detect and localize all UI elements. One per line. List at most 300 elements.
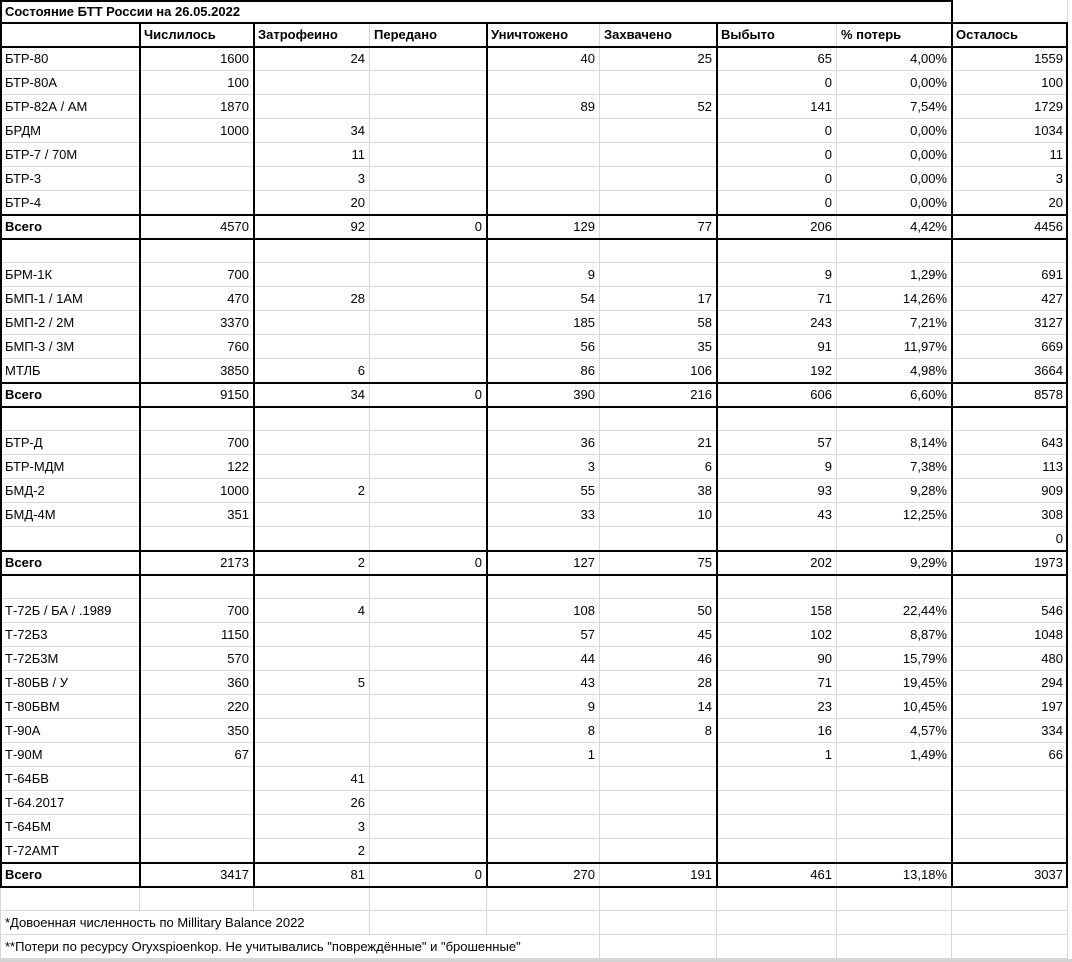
value-cell[interactable]: 81 <box>254 863 370 887</box>
empty-cell[interactable] <box>0 887 140 911</box>
row-label-cell[interactable]: Т-72Б3 <box>0 623 140 647</box>
value-cell[interactable]: 0,00% <box>837 119 952 143</box>
row-label-cell[interactable]: БТР-7 / 70М <box>0 143 140 167</box>
value-cell[interactable]: 0 <box>370 215 487 239</box>
row-label-cell[interactable]: БТР-3 <box>0 167 140 191</box>
total-label-cell[interactable]: Всего <box>0 383 140 407</box>
empty-cell[interactable] <box>140 239 254 263</box>
value-cell[interactable]: 58 <box>600 311 717 335</box>
empty-cell[interactable] <box>487 911 600 935</box>
value-cell[interactable]: 129 <box>487 215 600 239</box>
value-cell[interactable]: 3 <box>254 815 370 839</box>
value-cell[interactable]: 9150 <box>140 383 254 407</box>
value-cell[interactable]: 191 <box>600 863 717 887</box>
value-cell[interactable]: 66 <box>952 743 1068 767</box>
value-cell[interactable] <box>837 839 952 863</box>
empty-cell[interactable] <box>952 887 1068 911</box>
row-label-cell[interactable]: Т-72Б / БА / .1989 <box>0 599 140 623</box>
value-cell[interactable] <box>254 311 370 335</box>
value-cell[interactable]: 34 <box>254 119 370 143</box>
row-label-cell[interactable]: МТЛБ <box>0 359 140 383</box>
value-cell[interactable]: 3370 <box>140 311 254 335</box>
empty-cell[interactable] <box>370 887 487 911</box>
value-cell[interactable]: 20 <box>952 191 1068 215</box>
value-cell[interactable]: 86 <box>487 359 600 383</box>
value-cell[interactable]: 1870 <box>140 95 254 119</box>
value-cell[interactable] <box>600 119 717 143</box>
value-cell[interactable]: 3 <box>487 455 600 479</box>
value-cell[interactable]: 461 <box>717 863 837 887</box>
value-cell[interactable]: 46 <box>600 647 717 671</box>
value-cell[interactable]: 8,87% <box>837 623 952 647</box>
value-cell[interactable] <box>837 767 952 791</box>
empty-cell[interactable] <box>600 407 717 431</box>
value-cell[interactable]: 192 <box>717 359 837 383</box>
value-cell[interactable] <box>600 767 717 791</box>
value-cell[interactable] <box>487 767 600 791</box>
row-label-cell[interactable]: Т-64.2017 <box>0 791 140 815</box>
value-cell[interactable]: 480 <box>952 647 1068 671</box>
value-cell[interactable]: 122 <box>140 455 254 479</box>
value-cell[interactable] <box>370 767 487 791</box>
value-cell[interactable]: 16 <box>717 719 837 743</box>
value-cell[interactable]: 15,79% <box>837 647 952 671</box>
empty-cell[interactable] <box>952 935 1068 959</box>
value-cell[interactable]: 669 <box>952 335 1068 359</box>
value-cell[interactable]: 4 <box>254 599 370 623</box>
header-cell[interactable]: Затрофеино <box>254 23 370 47</box>
value-cell[interactable]: 197 <box>952 695 1068 719</box>
value-cell[interactable]: 0,00% <box>837 191 952 215</box>
value-cell[interactable]: 270 <box>487 863 600 887</box>
value-cell[interactable] <box>717 767 837 791</box>
value-cell[interactable] <box>140 815 254 839</box>
value-cell[interactable]: 43 <box>717 503 837 527</box>
value-cell[interactable]: 75 <box>600 551 717 575</box>
value-cell[interactable] <box>487 143 600 167</box>
empty-cell[interactable] <box>140 575 254 599</box>
row-label-cell[interactable]: БМД-2 <box>0 479 140 503</box>
value-cell[interactable]: 3850 <box>140 359 254 383</box>
row-label-cell[interactable]: Т-90М <box>0 743 140 767</box>
value-cell[interactable]: 34 <box>254 383 370 407</box>
value-cell[interactable]: 1973 <box>952 551 1068 575</box>
empty-cell[interactable] <box>254 407 370 431</box>
value-cell[interactable]: 350 <box>140 719 254 743</box>
empty-cell[interactable] <box>600 887 717 911</box>
value-cell[interactable]: 100 <box>952 71 1068 95</box>
empty-cell[interactable] <box>600 911 717 935</box>
empty-cell[interactable] <box>952 911 1068 935</box>
value-cell[interactable]: 158 <box>717 599 837 623</box>
value-cell[interactable]: 8 <box>600 719 717 743</box>
value-cell[interactable]: 11 <box>254 143 370 167</box>
empty-cell[interactable] <box>487 575 600 599</box>
value-cell[interactable]: 36 <box>487 431 600 455</box>
value-cell[interactable]: 546 <box>952 599 1068 623</box>
value-cell[interactable]: 1 <box>487 743 600 767</box>
header-cell[interactable]: Числилось <box>140 23 254 47</box>
value-cell[interactable] <box>254 95 370 119</box>
total-label-cell[interactable]: Всего <box>0 863 140 887</box>
row-label-cell[interactable]: БТР-82А / АМ <box>0 95 140 119</box>
value-cell[interactable]: 2 <box>254 839 370 863</box>
row-label-cell[interactable]: БТР-4 <box>0 191 140 215</box>
empty-cell[interactable] <box>487 887 600 911</box>
row-label-cell[interactable]: Т-72Б3М <box>0 647 140 671</box>
value-cell[interactable] <box>600 263 717 287</box>
value-cell[interactable]: 1150 <box>140 623 254 647</box>
value-cell[interactable] <box>717 527 837 551</box>
empty-cell[interactable] <box>0 407 140 431</box>
value-cell[interactable]: 0 <box>717 71 837 95</box>
value-cell[interactable]: 9 <box>487 695 600 719</box>
value-cell[interactable] <box>600 791 717 815</box>
empty-cell[interactable] <box>952 407 1068 431</box>
empty-cell[interactable] <box>837 935 952 959</box>
value-cell[interactable] <box>487 119 600 143</box>
value-cell[interactable]: 19,45% <box>837 671 952 695</box>
value-cell[interactable]: 21 <box>600 431 717 455</box>
sheet-title-cell[interactable]: Состояние БТТ России на 26.05.2022 <box>0 0 952 23</box>
value-cell[interactable] <box>600 71 717 95</box>
empty-cell[interactable] <box>600 935 717 959</box>
value-cell[interactable]: 643 <box>952 431 1068 455</box>
value-cell[interactable] <box>370 839 487 863</box>
row-label-cell[interactable]: БМП-2 / 2М <box>0 311 140 335</box>
row-label-cell[interactable]: БТР-Д <box>0 431 140 455</box>
value-cell[interactable] <box>952 767 1068 791</box>
value-cell[interactable] <box>370 119 487 143</box>
value-cell[interactable]: 11,97% <box>837 335 952 359</box>
empty-cell[interactable] <box>837 911 952 935</box>
value-cell[interactable]: 9 <box>717 263 837 287</box>
value-cell[interactable] <box>254 647 370 671</box>
value-cell[interactable] <box>370 719 487 743</box>
header-cell[interactable]: Осталось <box>952 23 1068 47</box>
value-cell[interactable]: 1600 <box>140 47 254 71</box>
value-cell[interactable]: 0,00% <box>837 167 952 191</box>
row-label-cell[interactable]: БМД-4М <box>0 503 140 527</box>
value-cell[interactable]: 1034 <box>952 119 1068 143</box>
value-cell[interactable]: 57 <box>487 623 600 647</box>
value-cell[interactable]: 2173 <box>140 551 254 575</box>
empty-cell[interactable] <box>0 239 140 263</box>
value-cell[interactable]: 28 <box>254 287 370 311</box>
value-cell[interactable] <box>254 527 370 551</box>
value-cell[interactable] <box>370 359 487 383</box>
empty-cell[interactable] <box>140 407 254 431</box>
value-cell[interactable]: 3127 <box>952 311 1068 335</box>
cell[interactable] <box>952 0 1068 23</box>
value-cell[interactable]: 1000 <box>140 479 254 503</box>
value-cell[interactable]: 1729 <box>952 95 1068 119</box>
value-cell[interactable] <box>254 71 370 95</box>
value-cell[interactable] <box>717 839 837 863</box>
value-cell[interactable] <box>837 815 952 839</box>
value-cell[interactable] <box>370 791 487 815</box>
value-cell[interactable]: 1000 <box>140 119 254 143</box>
value-cell[interactable] <box>370 71 487 95</box>
row-label-cell[interactable]: Т-72АМТ <box>0 839 140 863</box>
empty-cell[interactable] <box>370 407 487 431</box>
value-cell[interactable] <box>370 167 487 191</box>
value-cell[interactable]: 2 <box>254 551 370 575</box>
value-cell[interactable]: 8 <box>487 719 600 743</box>
value-cell[interactable]: 56 <box>487 335 600 359</box>
empty-cell[interactable] <box>837 887 952 911</box>
value-cell[interactable] <box>370 527 487 551</box>
value-cell[interactable] <box>600 191 717 215</box>
value-cell[interactable]: 6,60% <box>837 383 952 407</box>
row-label-cell[interactable]: Т-90А <box>0 719 140 743</box>
value-cell[interactable]: 2 <box>254 479 370 503</box>
header-cell[interactable]: Выбыто <box>717 23 837 47</box>
value-cell[interactable] <box>370 815 487 839</box>
value-cell[interactable]: 102 <box>717 623 837 647</box>
value-cell[interactable] <box>487 167 600 191</box>
value-cell[interactable] <box>952 791 1068 815</box>
value-cell[interactable] <box>370 311 487 335</box>
value-cell[interactable] <box>140 191 254 215</box>
value-cell[interactable]: 1048 <box>952 623 1068 647</box>
value-cell[interactable]: 760 <box>140 335 254 359</box>
value-cell[interactable] <box>254 743 370 767</box>
value-cell[interactable] <box>600 143 717 167</box>
value-cell[interactable]: 108 <box>487 599 600 623</box>
value-cell[interactable]: 0,00% <box>837 71 952 95</box>
value-cell[interactable] <box>254 719 370 743</box>
value-cell[interactable]: 33 <box>487 503 600 527</box>
value-cell[interactable]: 1 <box>717 743 837 767</box>
value-cell[interactable]: 20 <box>254 191 370 215</box>
value-cell[interactable] <box>140 143 254 167</box>
value-cell[interactable]: 10 <box>600 503 717 527</box>
value-cell[interactable]: 3037 <box>952 863 1068 887</box>
value-cell[interactable]: 3 <box>952 167 1068 191</box>
value-cell[interactable]: 7,54% <box>837 95 952 119</box>
value-cell[interactable] <box>140 167 254 191</box>
footnote-cell[interactable]: **Потери по ресурсу Oryxspioenkop. Не учитывались "повреждённые" и "брошенные" <box>0 935 600 959</box>
value-cell[interactable]: 9 <box>717 455 837 479</box>
value-cell[interactable]: 12,25% <box>837 503 952 527</box>
value-cell[interactable] <box>370 47 487 71</box>
value-cell[interactable]: 0,00% <box>837 143 952 167</box>
value-cell[interactable]: 6 <box>600 455 717 479</box>
value-cell[interactable] <box>370 191 487 215</box>
empty-cell[interactable] <box>370 239 487 263</box>
value-cell[interactable] <box>370 287 487 311</box>
value-cell[interactable] <box>600 527 717 551</box>
value-cell[interactable]: 54 <box>487 287 600 311</box>
value-cell[interactable] <box>370 479 487 503</box>
value-cell[interactable]: 206 <box>717 215 837 239</box>
empty-cell[interactable] <box>837 239 952 263</box>
value-cell[interactable]: 92 <box>254 215 370 239</box>
value-cell[interactable]: 9,29% <box>837 551 952 575</box>
value-cell[interactable]: 243 <box>717 311 837 335</box>
value-cell[interactable]: 28 <box>600 671 717 695</box>
row-label-cell[interactable]: БМП-3 / 3М <box>0 335 140 359</box>
value-cell[interactable]: 113 <box>952 455 1068 479</box>
value-cell[interactable]: 1,49% <box>837 743 952 767</box>
value-cell[interactable]: 52 <box>600 95 717 119</box>
value-cell[interactable]: 700 <box>140 599 254 623</box>
value-cell[interactable] <box>600 815 717 839</box>
value-cell[interactable]: 1,29% <box>837 263 952 287</box>
value-cell[interactable]: 71 <box>717 671 837 695</box>
header-cell[interactable]: Уничтожено <box>487 23 600 47</box>
value-cell[interactable]: 89 <box>487 95 600 119</box>
empty-cell[interactable] <box>717 935 837 959</box>
value-cell[interactable] <box>254 695 370 719</box>
value-cell[interactable] <box>837 791 952 815</box>
value-cell[interactable]: 1559 <box>952 47 1068 71</box>
value-cell[interactable]: 17 <box>600 287 717 311</box>
value-cell[interactable]: 6 <box>254 359 370 383</box>
value-cell[interactable]: 470 <box>140 287 254 311</box>
value-cell[interactable]: 14 <box>600 695 717 719</box>
empty-cell[interactable] <box>717 239 837 263</box>
value-cell[interactable] <box>487 815 600 839</box>
value-cell[interactable] <box>254 623 370 647</box>
value-cell[interactable]: 44 <box>487 647 600 671</box>
value-cell[interactable]: 4,98% <box>837 359 952 383</box>
empty-cell[interactable] <box>254 887 370 911</box>
value-cell[interactable]: 24 <box>254 47 370 71</box>
value-cell[interactable]: 3417 <box>140 863 254 887</box>
corner-cell[interactable] <box>0 23 140 47</box>
header-cell[interactable]: Захвачено <box>600 23 717 47</box>
value-cell[interactable] <box>952 839 1068 863</box>
empty-cell[interactable] <box>717 887 837 911</box>
value-cell[interactable] <box>254 455 370 479</box>
value-cell[interactable]: 570 <box>140 647 254 671</box>
value-cell[interactable]: 7,38% <box>837 455 952 479</box>
footnote-cell[interactable]: *Довоенная численность по Millitary Balance 2022 <box>0 911 370 935</box>
value-cell[interactable]: 3 <box>254 167 370 191</box>
value-cell[interactable]: 909 <box>952 479 1068 503</box>
value-cell[interactable] <box>140 791 254 815</box>
value-cell[interactable] <box>370 503 487 527</box>
empty-cell[interactable] <box>254 575 370 599</box>
value-cell[interactable]: 216 <box>600 383 717 407</box>
value-cell[interactable] <box>370 647 487 671</box>
value-cell[interactable] <box>370 143 487 167</box>
value-cell[interactable]: 360 <box>140 671 254 695</box>
value-cell[interactable]: 13,18% <box>837 863 952 887</box>
value-cell[interactable]: 93 <box>717 479 837 503</box>
value-cell[interactable]: 11 <box>952 143 1068 167</box>
value-cell[interactable]: 700 <box>140 263 254 287</box>
value-cell[interactable] <box>717 791 837 815</box>
value-cell[interactable]: 390 <box>487 383 600 407</box>
value-cell[interactable]: 0 <box>952 527 1068 551</box>
value-cell[interactable]: 3664 <box>952 359 1068 383</box>
header-cell[interactable]: % потерь <box>837 23 952 47</box>
value-cell[interactable]: 23 <box>717 695 837 719</box>
value-cell[interactable]: 606 <box>717 383 837 407</box>
row-label-cell[interactable]: Т-80БВМ <box>0 695 140 719</box>
value-cell[interactable] <box>254 503 370 527</box>
value-cell[interactable] <box>600 839 717 863</box>
value-cell[interactable]: 202 <box>717 551 837 575</box>
empty-cell[interactable] <box>254 239 370 263</box>
row-label-cell[interactable]: Т-64БМ <box>0 815 140 839</box>
row-label-cell[interactable]: БТР-МДМ <box>0 455 140 479</box>
empty-cell[interactable] <box>600 239 717 263</box>
empty-cell[interactable] <box>370 911 487 935</box>
value-cell[interactable]: 106 <box>600 359 717 383</box>
value-cell[interactable]: 8,14% <box>837 431 952 455</box>
value-cell[interactable]: 71 <box>717 287 837 311</box>
value-cell[interactable]: 127 <box>487 551 600 575</box>
empty-cell[interactable] <box>837 407 952 431</box>
value-cell[interactable]: 294 <box>952 671 1068 695</box>
value-cell[interactable] <box>254 263 370 287</box>
value-cell[interactable]: 40 <box>487 47 600 71</box>
value-cell[interactable] <box>370 623 487 647</box>
value-cell[interactable]: 0 <box>370 383 487 407</box>
value-cell[interactable]: 43 <box>487 671 600 695</box>
value-cell[interactable]: 4,42% <box>837 215 952 239</box>
value-cell[interactable]: 38 <box>600 479 717 503</box>
value-cell[interactable] <box>140 527 254 551</box>
value-cell[interactable] <box>487 839 600 863</box>
value-cell[interactable] <box>370 455 487 479</box>
empty-cell[interactable] <box>952 239 1068 263</box>
empty-cell[interactable] <box>0 575 140 599</box>
value-cell[interactable] <box>837 527 952 551</box>
value-cell[interactable] <box>487 191 600 215</box>
value-cell[interactable] <box>717 815 837 839</box>
value-cell[interactable]: 185 <box>487 311 600 335</box>
value-cell[interactable]: 5 <box>254 671 370 695</box>
value-cell[interactable]: 35 <box>600 335 717 359</box>
header-cell[interactable]: Передано <box>370 23 487 47</box>
value-cell[interactable]: 4570 <box>140 215 254 239</box>
row-label-cell[interactable]: Т-80БВ / У <box>0 671 140 695</box>
value-cell[interactable]: 14,26% <box>837 287 952 311</box>
value-cell[interactable]: 57 <box>717 431 837 455</box>
value-cell[interactable]: 0 <box>370 863 487 887</box>
value-cell[interactable]: 77 <box>600 215 717 239</box>
value-cell[interactable]: 351 <box>140 503 254 527</box>
value-cell[interactable] <box>140 839 254 863</box>
value-cell[interactable]: 691 <box>952 263 1068 287</box>
value-cell[interactable]: 10,45% <box>837 695 952 719</box>
value-cell[interactable]: 4,00% <box>837 47 952 71</box>
value-cell[interactable]: 9 <box>487 263 600 287</box>
row-label-cell[interactable]: БРДМ <box>0 119 140 143</box>
empty-cell[interactable] <box>140 887 254 911</box>
value-cell[interactable]: 0 <box>717 119 837 143</box>
value-cell[interactable]: 22,44% <box>837 599 952 623</box>
value-cell[interactable]: 65 <box>717 47 837 71</box>
value-cell[interactable]: 45 <box>600 623 717 647</box>
value-cell[interactable] <box>952 815 1068 839</box>
empty-cell[interactable] <box>717 407 837 431</box>
value-cell[interactable]: 308 <box>952 503 1068 527</box>
total-label-cell[interactable]: Всего <box>0 215 140 239</box>
value-cell[interactable]: 4456 <box>952 215 1068 239</box>
value-cell[interactable]: 55 <box>487 479 600 503</box>
value-cell[interactable]: 0 <box>717 167 837 191</box>
value-cell[interactable]: 7,21% <box>837 311 952 335</box>
value-cell[interactable] <box>487 527 600 551</box>
value-cell[interactable]: 67 <box>140 743 254 767</box>
empty-cell[interactable] <box>717 575 837 599</box>
